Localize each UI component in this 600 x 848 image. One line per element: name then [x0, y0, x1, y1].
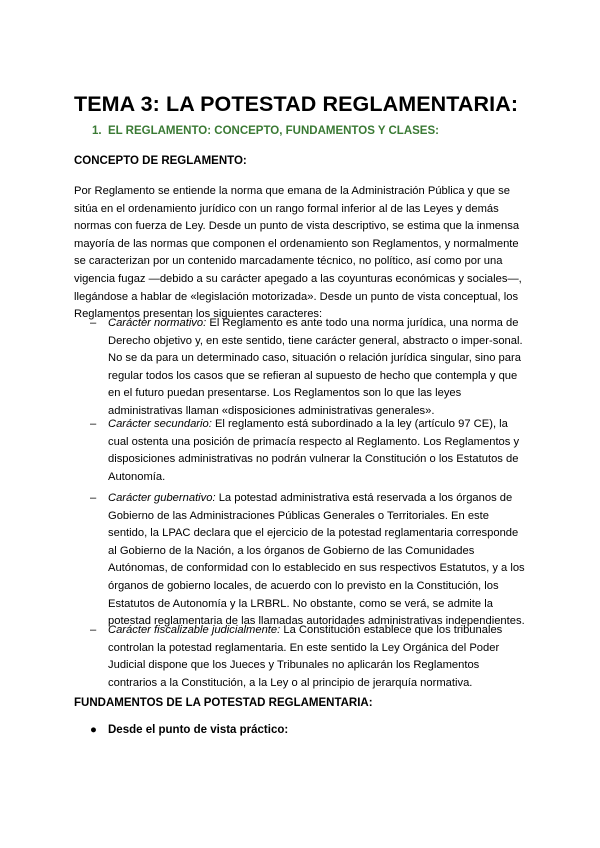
section-heading	[92, 125, 439, 137]
characteristic-term: Carácter normativo:	[108, 317, 207, 329]
concept-heading: CONCEPTO DE REGLAMENTO:	[74, 155, 247, 167]
characteristic-term: Carácter gubernativo:	[108, 492, 216, 504]
characteristic-term: Carácter fiscalizable judicialmente:	[108, 624, 281, 636]
dash-marker: –	[90, 317, 97, 329]
characteristic-term: Carácter secundario:	[108, 418, 212, 430]
fundamentos-heading: FUNDAMENTOS DE LA POTESTAD REGLAMENTARIA:	[74, 697, 373, 709]
characteristic-body	[108, 622, 530, 692]
page-title: TEMA 3: LA POTESTAD REGLAMENTARIA:	[74, 92, 519, 116]
section-heading-text: EL REGLAMENTO: CONCEPTO, FUNDAMENTOS Y CLASES:	[108, 125, 439, 137]
dash-marker: –	[90, 492, 97, 504]
characteristic-body	[108, 490, 530, 631]
characteristic-text: El reglamento está subordinado a la ley (artículo 97 CE), la cual ostenta una posición de primacía respecto al Reglamento. Los Reglamentos y disposiciones administrativas no podrán vulnerar la Constitución o los Estatutos de Autonomía.	[108, 418, 520, 483]
dash-marker: –	[90, 624, 97, 636]
characteristic-item	[90, 490, 530, 631]
characteristic-body	[108, 416, 530, 486]
dash-marker: –	[90, 418, 97, 430]
characteristic-item	[90, 315, 530, 421]
intro-paragraph: Por Reglamento se entiende la norma que emana de la Administración Pública y que se sitúa en el ordenamiento jurídico con un rango formal inferior al de las Leyes y demás normas con fuerza de Ley. Desde un punto de vista descriptivo, se estima que la inmensa mayoría de las normas que componen el ordenamiento son Reglamentos, y normalmente se caracterizan por un contenido marcadamente técnico, no político, así como por una vigencia fugaz —debido a su carácter apegado a las coyunturas económicas y sociales—, llegándose a hablar de «legislación motorizada». Desde un punto de vista conceptual, los Reglamentos presentan los siguientes caracteres:	[74, 185, 522, 321]
bullet-item	[90, 724, 288, 736]
bullet-marker: ●	[90, 724, 97, 736]
characteristic-item	[90, 416, 530, 486]
characteristic-body	[108, 315, 530, 421]
characteristic-text: El Reglamento es ante todo una norma jurídica, una norma de Derecho objetivo y, en este sentido, tiene carácter general, abstracto o imper-sonal. No se da para un determinado caso, situación o relación jurídica singular, sino para regular todos los casos que se refieran al supuesto de hecho que contempla y que en el futuro puedan presentarse. Los Reglamentos son lo que las leyes administrativas llaman «disposiciones administrativas generales».	[108, 317, 523, 417]
characteristic-text: La Constitución establece que los tribunales controlan la potestad reglamentaria. En este sentido la Ley Orgánica del Poder Judicial dispone que los Jueces y Tribunales no aplicarán los Reglamentos contrarios a la Constitución, a la Ley o al principio de jerarquía normativa.	[108, 624, 503, 689]
characteristic-text: La potestad administrativa está reservada a los órganos de Gobierno de las Administraciones Públicas Generales o Territoriales. En este sentido, la LPAC declara que el ejercicio de la potestad reglamentaria corresponde al Gobierno de la Nación, a los órganos de Gobierno de las Comunidades Autónomas, de conformidad con lo establecido en sus respectivos Estatutos, y a los órganos de gobierno locales, de acuerdo con lo previsto en la Constitución, los Estatutos de Autonomía y la LRBRL. No obstante, como se verá, se admite la potestad reglamentaria de las llamadas autoridades administrativas independientes.	[108, 492, 525, 628]
bullet-text: Desde el punto de vista práctico:	[108, 724, 289, 736]
characteristic-item	[90, 622, 530, 692]
section-number: 1.	[92, 125, 102, 137]
